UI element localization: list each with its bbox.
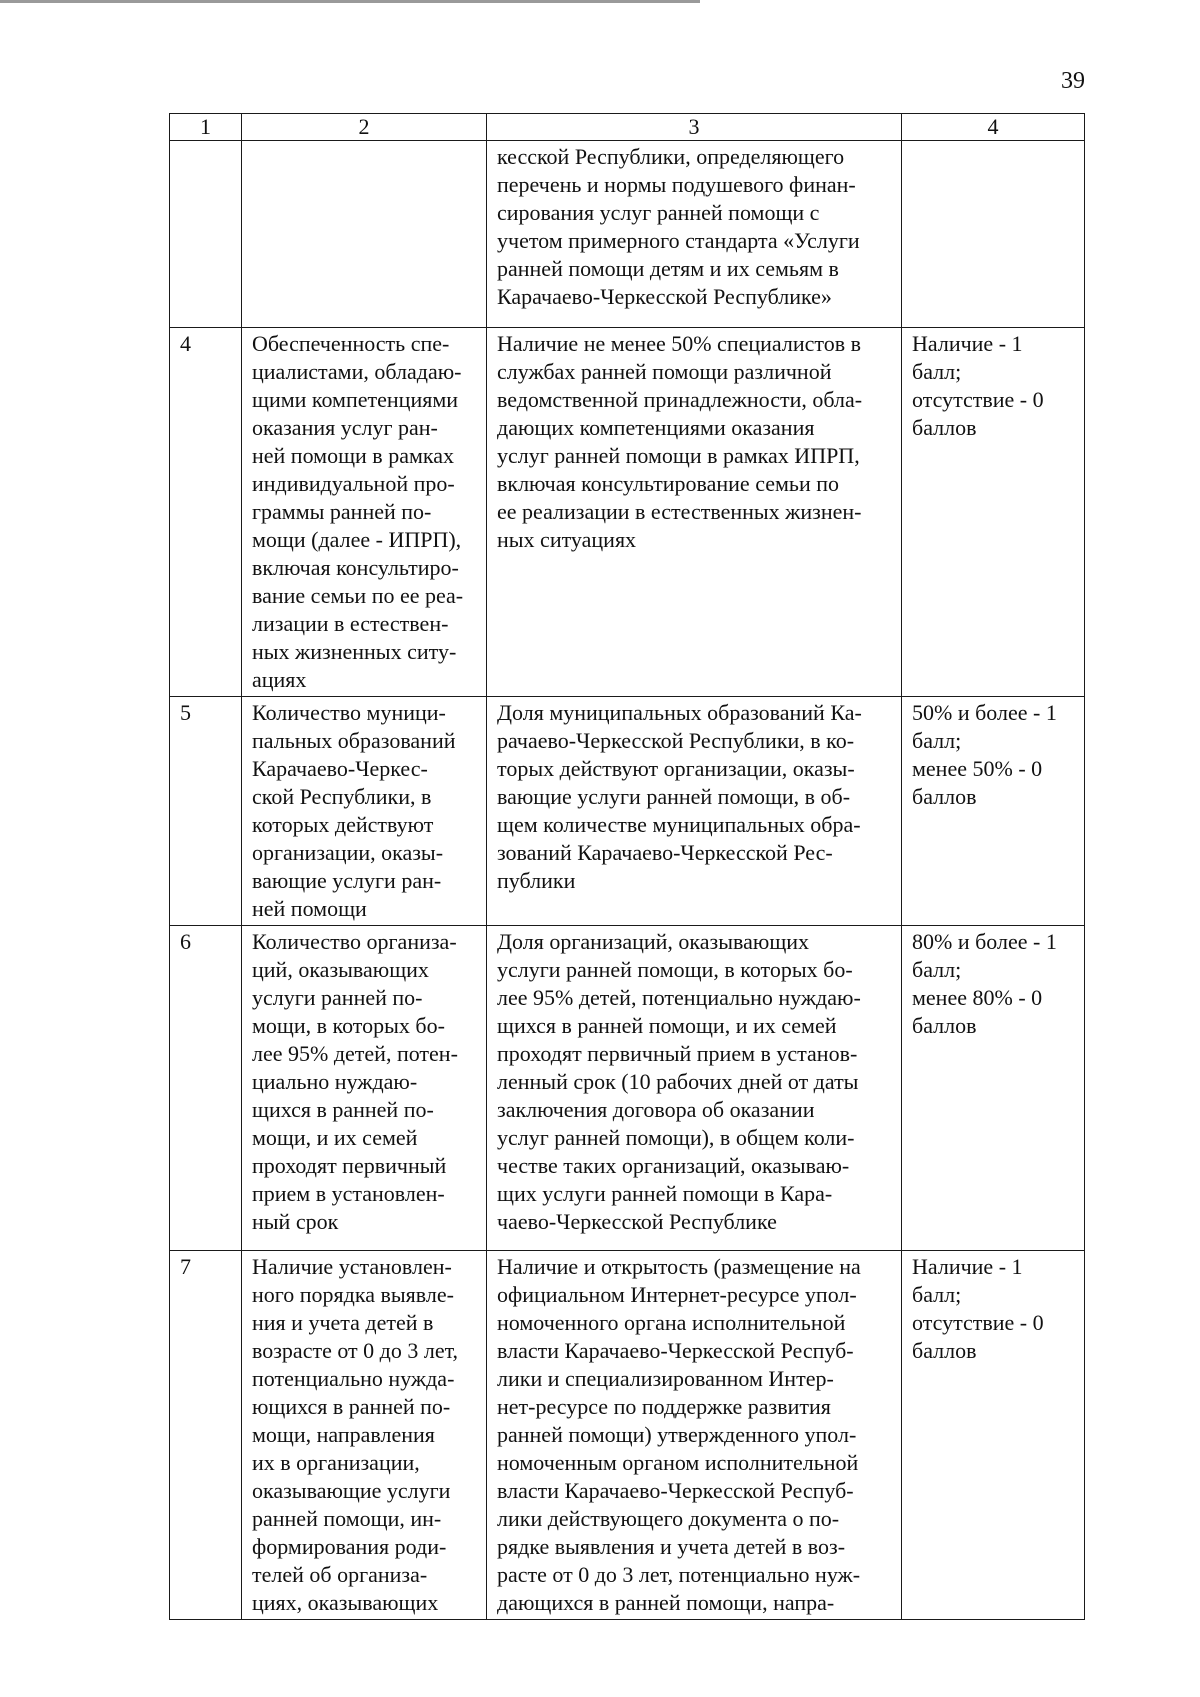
indicator-name: Наличие установлен- ного порядка выявле- ния и учета детей в возрасте от 0 до 3 лет, потенциально нужда- ющихся в ранней по- мощи, направления их в организации, оказывающие услуги ранней помощи, ин- формирования роди- телей об организа- циях, оказывающих — [242, 1251, 487, 1620]
column-header-2: 2 — [242, 114, 487, 141]
scan-edge-line — [0, 0, 700, 3]
row-number: 5 — [170, 697, 242, 926]
criteria-table — [169, 113, 1085, 1620]
table-row — [170, 926, 1085, 1251]
table-header-row — [170, 114, 1085, 141]
indicator-score — [902, 141, 1085, 328]
indicator-name: Количество муници- пальных образований Карачаево-Черкес- ской Республики, в которых действуют организации, оказы- вающие услуги ран- ней помощи — [242, 697, 487, 926]
indicator-name — [242, 141, 487, 328]
table-row — [170, 328, 1085, 697]
indicator-description: Доля организаций, оказывающих услуги ранней помощи, в которых бо- лее 95% детей, потенциально нуждаю- щихся в ранней помощи, и их семей проходят первичный прием в установ- ленный срок (10 рабочих дней от даты заключения договора об оказании услуг ранней помощи), в общем коли- честве таких организаций, оказываю- щих услуги ранней помощи в Кара- чаево-Черкесской Республике — [487, 926, 902, 1251]
row-number — [170, 141, 242, 328]
table-row — [170, 1251, 1085, 1620]
table-row — [170, 697, 1085, 926]
row-number: 4 — [170, 328, 242, 697]
indicator-score: Наличие - 1 балл; отсутствие - 0 баллов — [902, 1251, 1085, 1620]
column-header-3: 3 — [487, 114, 902, 141]
indicator-description: Наличие не менее 50% специалистов в службах ранней помощи различной ведомственной принадлежности, обла- дающих компетенциями оказания услуг ранней помощи в рамках ИПРП, включая консультирование семьи по ее реализации в естественных жизнен- ных ситуациях — [487, 328, 902, 697]
indicator-score: 80% и более - 1 балл; менее 80% - 0 баллов — [902, 926, 1085, 1251]
column-header-4: 4 — [902, 114, 1085, 141]
column-header-1: 1 — [170, 114, 242, 141]
table-row — [170, 141, 1085, 328]
indicator-score: Наличие - 1 балл; отсутствие - 0 баллов — [902, 328, 1085, 697]
indicator-description: Доля муниципальных образований Ка- рачаево-Черкесской Республики, в ко- торых действуют организации, оказы- вающие услуги ранней помощи, в об- щем количестве муниципальных обра- зований Карачаево-Черкесской Рес- публики — [487, 697, 902, 926]
indicator-name: Количество организа- ций, оказывающих услуги ранней по- мощи, в которых бо- лее 95% детей, потен- циально нуждаю- щихся в ранней по- мощи, и их семей проходят первичный прием в установлен- ный срок — [242, 926, 487, 1251]
indicator-score: 50% и более - 1 балл; менее 50% - 0 баллов — [902, 697, 1085, 926]
page-number: 39 — [1061, 68, 1085, 94]
indicator-name: Обеспеченность спе- циалистами, обладаю- щими компетенциями оказания услуг ран- ней помощи в рамках индивидуальной про- граммы ранней по- мощи (далее - ИПРП), включая консультиро- вание семьи по ее реа- лизации в естествен- ных жизненных ситу- ациях — [242, 328, 487, 697]
row-number: 7 — [170, 1251, 242, 1620]
indicator-description: Наличие и открытость (размещение на официальном Интернет-ресурсе упол- номоченного органа исполнительной власти Карачаево-Черкесской Респуб- лики и специализированном Интер- нет-ресурсе по поддержке развития ранней помощи) утвержденного упол- номоченным органом исполнительной власти Карачаево-Черкесской Респуб- лики действующего документа о по- рядке выявления и учета детей в воз- расте от 0 до 3 лет, потенциально нуж- дающихся в ранней помощи, напра- — [487, 1251, 902, 1620]
row-number: 6 — [170, 926, 242, 1251]
indicator-description: кесской Республики, определяющего перечень и нормы подушевого финан- сирования услуг ранней помощи с учетом примерного стандарта «Услуги ранней помощи детям и их семьям в Карачаево-Черкесской Республике» — [487, 141, 902, 328]
